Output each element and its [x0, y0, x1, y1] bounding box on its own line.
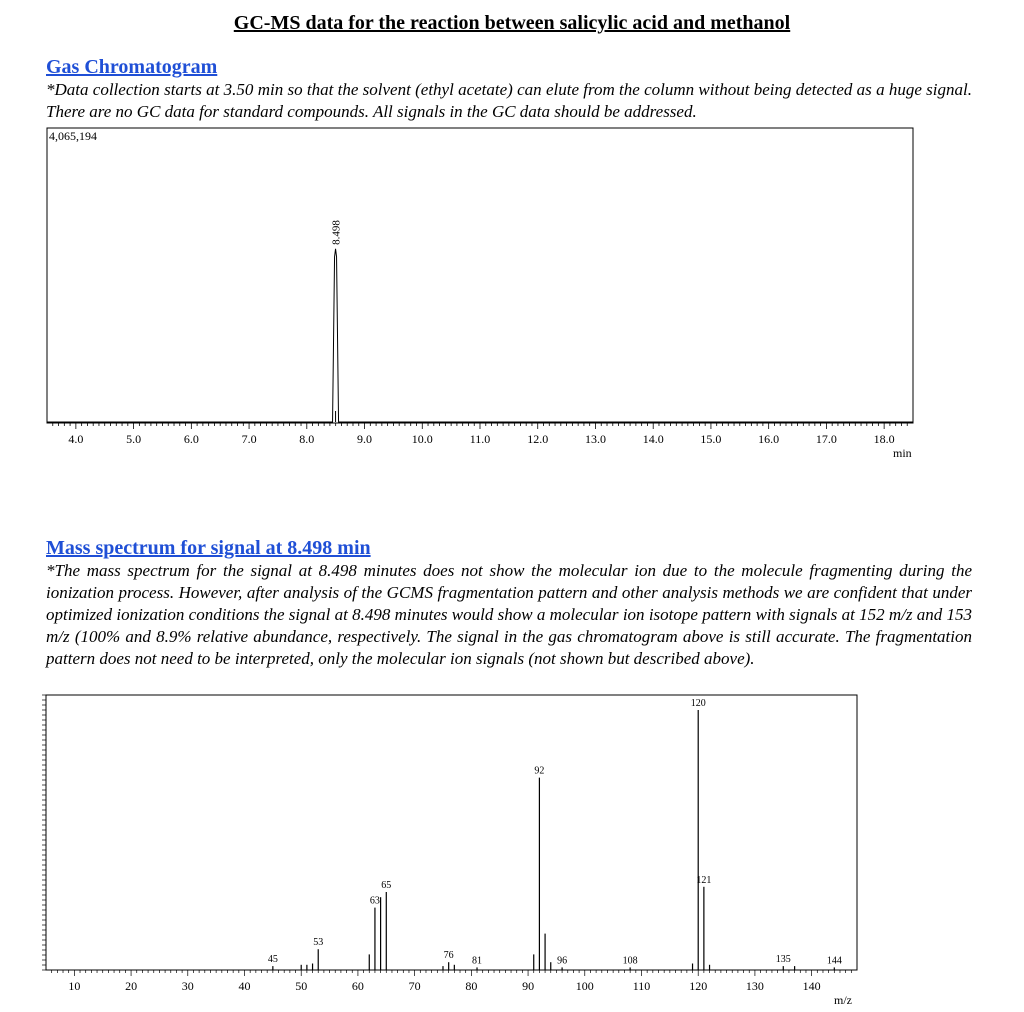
gc-tick-label: 6.0 — [183, 432, 199, 446]
gc-plot-frame — [47, 128, 913, 423]
ms-section-heading[interactable]: Mass spectrum for signal at 8.498 min — [46, 537, 371, 559]
ms-x-axis-label: m/z — [834, 993, 852, 1007]
gc-tick-label: 16.0 — [758, 432, 780, 446]
ms-tick-label: 90 — [522, 979, 535, 993]
ms-tick-label: 30 — [181, 979, 194, 993]
gc-ymax-label: 4,065,194 — [49, 129, 97, 143]
ms-tick-label: 20 — [125, 979, 138, 993]
ms-x-tick-labels — [68, 979, 820, 993]
ms-peak-label: 121 — [696, 874, 712, 886]
ms-peak-label: 65 — [381, 880, 392, 891]
ms-tick-label: 130 — [745, 979, 764, 993]
ms-peaks — [273, 710, 834, 970]
gc-tick-label: 14.0 — [642, 432, 664, 446]
ms-tick-label: 120 — [689, 979, 708, 993]
gc-tick-label: 4.0 — [68, 432, 84, 446]
ms-tick-label: 110 — [632, 979, 651, 993]
ms-peak-labels — [268, 698, 842, 966]
ms-peak-label: 92 — [534, 765, 545, 777]
gc-chart — [47, 128, 913, 460]
ms-tick-label: 40 — [238, 979, 251, 993]
gc-tick-label: 13.0 — [584, 432, 606, 446]
ms-tick-label: 60 — [351, 979, 364, 993]
ms-peak-label: 135 — [775, 954, 791, 966]
ms-tick-label: 10 — [68, 979, 81, 993]
ms-peak-label: 96 — [557, 955, 568, 967]
ms-peak-label: 63 — [369, 895, 380, 907]
gc-tick-label: 12.0 — [527, 432, 549, 446]
gc-tick-label: 17.0 — [815, 432, 837, 446]
gc-tick-label: 11.0 — [469, 432, 491, 446]
gc-note: *Data collection starts at 3.50 min so that the solvent (ethyl acetate) can elute from the column without being detected as a huge signal. There are no GC data for standard compounds. All signals in the GC data should be addressed. — [46, 80, 972, 121]
ms-tick-label: 50 — [295, 979, 308, 993]
ms-peak-label: 76 — [443, 950, 454, 962]
gc-peak-label: 8.498 — [330, 220, 343, 245]
ms-tick-label: 80 — [465, 979, 478, 993]
ms-peak-label: 45 — [267, 954, 278, 966]
gc-tick-label: 9.0 — [357, 432, 373, 446]
ms-x-ticks — [52, 970, 852, 976]
ms-note: *The mass spectrum for the signal at 8.498 minutes does not show the molecular ion due to the molecule fragmenting during the ionization process. However, after analysis of the GCMS fragmentation pattern and other analysis methods we are confident that under optimized ionization conditions the signal at 8.498 minutes would show a molecular ion isotope pattern with signals at 152 m/z and 153 m/z (100% and 8.9% relative abundance, respectively. The signal in the gas chromatogram above is still accurate. The fragmentation pattern does not need to be interpreted, only the molecular ion signals (not shown but described above). — [46, 561, 972, 668]
ms-peak-label: 144 — [826, 955, 842, 967]
ms-peak-label: 108 — [622, 955, 638, 967]
gc-x-ticks — [53, 423, 907, 429]
gc-tick-label: 7.0 — [241, 432, 257, 446]
gc-section-heading[interactable]: Gas Chromatogram — [46, 56, 218, 78]
gc-tick-label: 18.0 — [873, 432, 895, 446]
gc-baseline-trace — [47, 249, 913, 422]
ms-tick-label: 100 — [575, 979, 594, 993]
ms-peak-label: 53 — [313, 937, 324, 949]
gc-tick-label: 8.0 — [299, 432, 315, 446]
ms-chart — [42, 695, 857, 1007]
page-title: GC-MS data for the reaction between salicylic acid and methanol — [233, 12, 791, 34]
gc-peak-labels — [331, 220, 343, 245]
gc-tick-label: 5.0 — [126, 432, 142, 446]
gc-trace — [47, 249, 913, 422]
gc-tick-label: 10.0 — [411, 432, 433, 446]
ms-plot-frame — [46, 695, 857, 970]
gc-tick-label: 15.0 — [700, 432, 722, 446]
ms-tick-label: 70 — [408, 979, 421, 993]
ms-y-ticks — [42, 695, 46, 970]
ms-tick-label: 140 — [802, 979, 821, 993]
ms-peak-label: 81 — [472, 955, 483, 967]
ms-peak-label: 120 — [690, 698, 706, 709]
gc-x-axis-label: min — [893, 446, 912, 460]
gc-x-tick-labels — [68, 432, 894, 446]
